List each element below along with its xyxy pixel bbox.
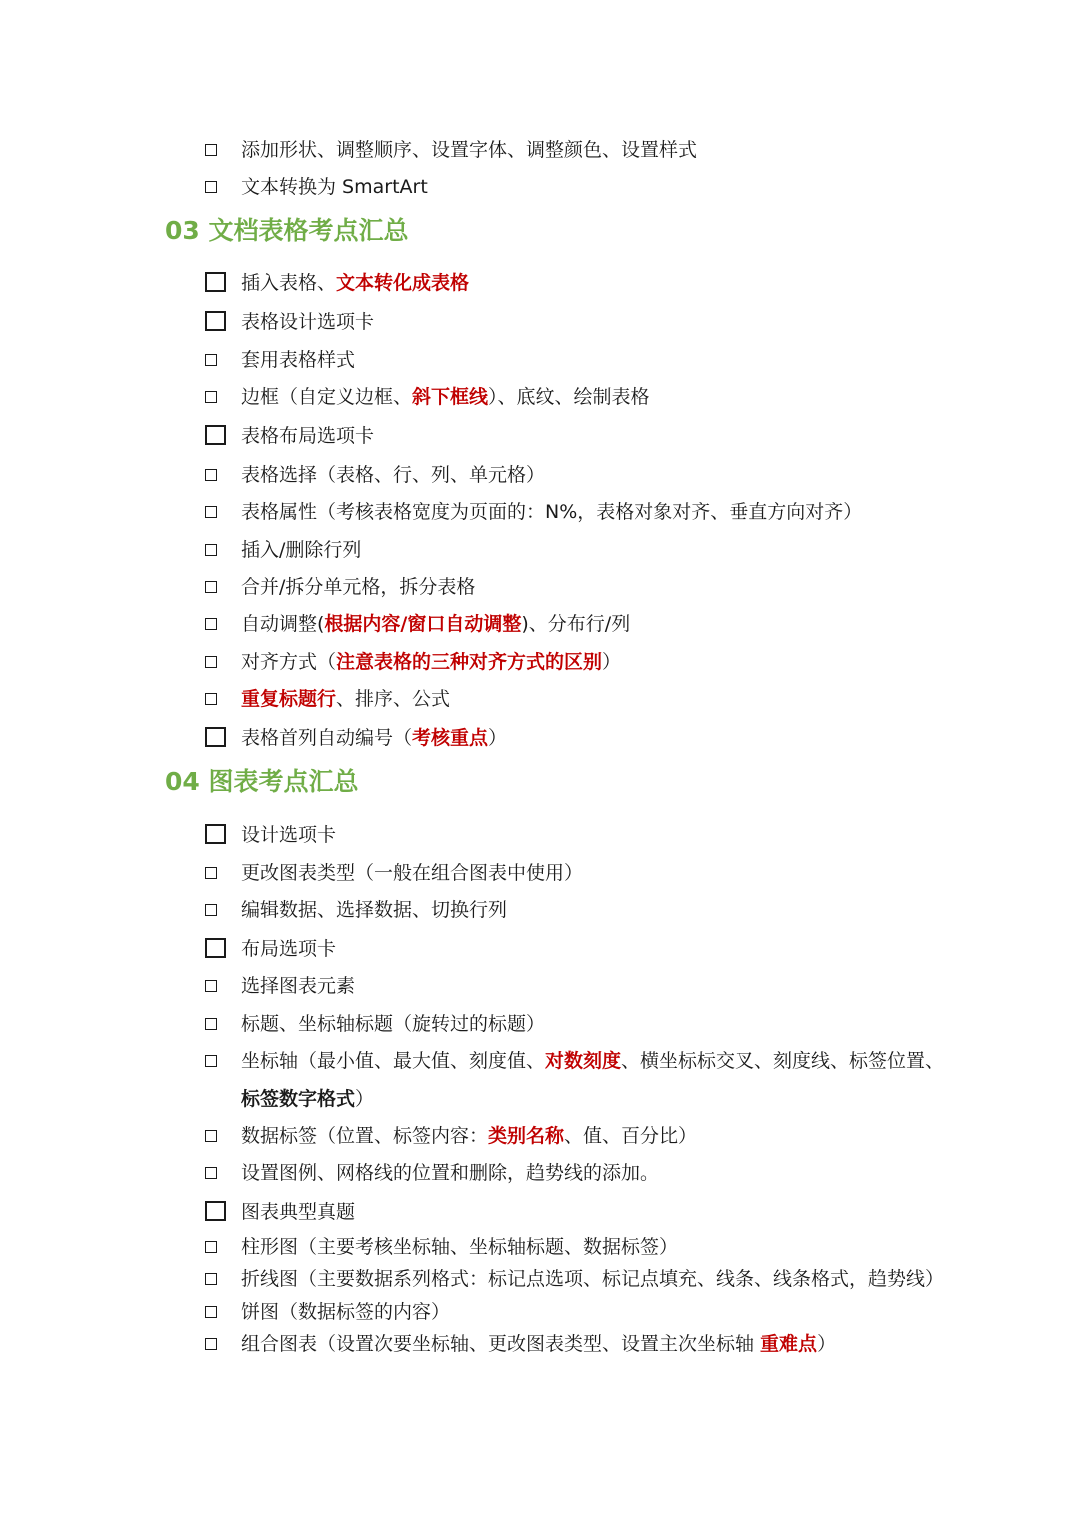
checkbox-icon — [205, 506, 217, 518]
item-label: 合并/拆分单元格，拆分表格 — [241, 576, 476, 598]
item-text — [241, 934, 336, 964]
item-label: 表格布局选项卡 — [241, 425, 375, 447]
checklist-item — [0, 307, 1080, 337]
item-text — [241, 684, 450, 714]
checkbox-large-icon — [205, 1201, 226, 1221]
highlight-text: 斜下框线 — [412, 386, 489, 408]
item-label: 标题、坐标轴标题（旋转过的标题） — [241, 1013, 546, 1035]
checklist-item — [0, 723, 1080, 753]
item-label: 组合图表（设置次要坐标轴、更改图表类型、设置主次坐标轴 — [241, 1333, 761, 1355]
checkbox-icon — [205, 1055, 217, 1067]
item-text — [241, 1158, 659, 1188]
checklist-item — [0, 1329, 1080, 1359]
checkbox-icon — [205, 904, 217, 916]
item-label: 坐标轴（最小值、最大值、刻度值、 — [241, 1050, 546, 1072]
checkbox-large-icon — [205, 727, 226, 747]
item-label: 表格设计选项卡 — [241, 311, 375, 333]
checkbox-icon — [205, 618, 217, 630]
checklist-item — [0, 460, 1080, 490]
item-label: 添加形状、调整顺序、设置字体、调整颜色、设置样式 — [241, 139, 698, 161]
highlight-text: 对数刻度 — [545, 1050, 622, 1072]
item-text — [241, 497, 862, 527]
item-label: 边框（自定义边框、 — [241, 386, 413, 408]
item-text — [241, 1197, 355, 1227]
item-text — [241, 268, 469, 298]
item-text — [241, 647, 621, 677]
checklist-item — [0, 895, 1080, 925]
highlight-text: 注意表格的三种对齐方式的区别 — [336, 651, 603, 673]
checkbox-large-icon — [205, 272, 226, 292]
item-text — [241, 172, 428, 202]
item-text — [241, 1329, 836, 1359]
item-text — [241, 1046, 944, 1076]
item-text — [241, 1121, 697, 1151]
item-label: 柱形图（主要考核坐标轴、坐标轴标题、数据标签） — [241, 1236, 679, 1258]
checkbox-icon — [205, 1306, 217, 1318]
checklist-item — [0, 1121, 1080, 1151]
item-text — [241, 723, 507, 753]
checklist-item — [0, 684, 1080, 714]
checklist-item — [0, 647, 1080, 677]
checkbox-icon — [205, 1130, 217, 1142]
highlight-text: 类别名称 — [488, 1125, 565, 1147]
item-label: 插入/删除行列 — [241, 539, 362, 561]
item-text — [241, 135, 697, 165]
checklist-item — [0, 934, 1080, 964]
checklist-item — [0, 268, 1080, 298]
checkbox-icon — [205, 1018, 217, 1030]
checkbox-icon — [205, 544, 217, 556]
checkbox-icon — [205, 1273, 217, 1285]
item-text — [241, 535, 361, 565]
bold-text: 标签数字格式 — [241, 1088, 356, 1110]
item-label: 数据标签（位置、标签内容： — [241, 1125, 489, 1147]
item-text — [241, 345, 355, 375]
item-label: 饼图（数据标签的内容） — [241, 1301, 451, 1323]
checklist-item — [0, 1197, 1080, 1227]
item-label: 设置图例、网格线的位置和删除，趋势线的添加。 — [241, 1162, 660, 1184]
highlight-text: 重复标题行 — [241, 688, 337, 710]
section-heading-03: 03 文档表格考点汇总 — [165, 216, 409, 245]
item-label: 选择图表元素 — [241, 975, 356, 997]
checkbox-large-icon — [205, 938, 226, 958]
checklist-item — [0, 135, 1080, 165]
checklist-item — [0, 1232, 1080, 1262]
item-label: 套用表格样式 — [241, 349, 356, 371]
checkbox-icon — [205, 656, 217, 668]
checkbox-icon — [205, 1241, 217, 1253]
item-label: ） — [355, 1088, 375, 1110]
checkbox-icon — [205, 391, 217, 403]
checklist-item — [0, 572, 1080, 602]
checklist-item — [0, 382, 1080, 412]
checkbox-icon — [205, 980, 217, 992]
item-text — [241, 858, 583, 888]
checkbox-large-icon — [205, 311, 226, 331]
checkbox-icon — [205, 693, 217, 705]
checkbox-icon — [205, 867, 217, 879]
item-text — [241, 1084, 374, 1114]
section-heading-04: 04 图表考点汇总 — [165, 767, 359, 796]
item-text — [241, 609, 630, 639]
checkbox-large-icon — [205, 824, 226, 844]
item-text — [241, 572, 475, 602]
checklist-item — [0, 1264, 1080, 1294]
checklist-item — [0, 421, 1080, 451]
item-text — [241, 1297, 450, 1327]
item-text — [241, 1009, 545, 1039]
checklist-item — [0, 172, 1080, 202]
item-label: ） — [488, 727, 508, 749]
checklist-item — [0, 1297, 1080, 1327]
item-label: 、横坐标标交叉、刻度线、标签位置、 — [621, 1050, 945, 1072]
checklist-item — [0, 858, 1080, 888]
item-label: 自动调整( — [241, 613, 325, 635]
checklist-item — [0, 1009, 1080, 1039]
checklist-item — [0, 535, 1080, 565]
item-label: 设计选项卡 — [241, 824, 337, 846]
item-text — [241, 421, 374, 451]
highlight-text: 根据内容/窗口自动调整 — [324, 613, 522, 635]
item-label: 更改图表类型（一般在组合图表中使用） — [241, 862, 584, 884]
highlight-text: 重难点 — [760, 1333, 818, 1355]
checkbox-large-icon — [205, 425, 226, 445]
checklist-item — [0, 1158, 1080, 1188]
item-label: 表格首列自动编号（ — [241, 727, 413, 749]
item-text — [241, 820, 336, 850]
item-label: 编辑数据、选择数据、切换行列 — [241, 899, 508, 921]
checklist-item — [0, 1046, 1080, 1076]
checklist-item — [0, 345, 1080, 375]
checklist-item — [0, 820, 1080, 850]
item-text — [241, 1264, 944, 1294]
checkbox-icon — [205, 469, 217, 481]
item-label: 图表典型真题 — [241, 1201, 356, 1223]
highlight-text: 文本转化成表格 — [336, 272, 470, 294]
item-label: 表格选择（表格、行、列、单元格） — [241, 464, 546, 486]
item-label: 对齐方式（ — [241, 651, 337, 673]
checkbox-icon — [205, 1167, 217, 1179]
item-label: 、值、百分比） — [564, 1125, 698, 1147]
checklist-item — [0, 971, 1080, 1001]
item-label: ） — [602, 651, 622, 673]
checkbox-icon — [205, 144, 217, 156]
item-text — [241, 895, 507, 925]
item-label: 折线图（主要数据系列格式：标记点选项、标记点填充、线条、线条格式，趋势线） — [241, 1268, 945, 1290]
item-label: 表格属性（考核表格宽度为页面的：N%，表格对象对齐、垂直方向对齐） — [241, 501, 863, 523]
item-text — [241, 307, 374, 337]
item-label: ）、底纹、绘制表格 — [488, 386, 650, 408]
checklist-item — [0, 497, 1080, 527]
item-label: )、分布行/列 — [521, 613, 631, 635]
item-text — [241, 1232, 678, 1262]
item-label: 插入表格、 — [241, 272, 337, 294]
item-text — [241, 971, 355, 1001]
checklist-item-continuation — [0, 1084, 1080, 1114]
item-label: 文本转换为 SmartArt — [241, 176, 428, 198]
item-label: ） — [817, 1333, 837, 1355]
checkbox-icon — [205, 354, 217, 366]
item-text — [241, 382, 650, 412]
highlight-text: 考核重点 — [412, 727, 489, 749]
checkbox-icon — [205, 181, 217, 193]
checkbox-icon — [205, 1338, 217, 1350]
checkbox-icon — [205, 581, 217, 593]
item-text — [241, 460, 545, 490]
item-label: 、排序、公式 — [336, 688, 451, 710]
checklist-item — [0, 609, 1080, 639]
item-label: 布局选项卡 — [241, 938, 337, 960]
